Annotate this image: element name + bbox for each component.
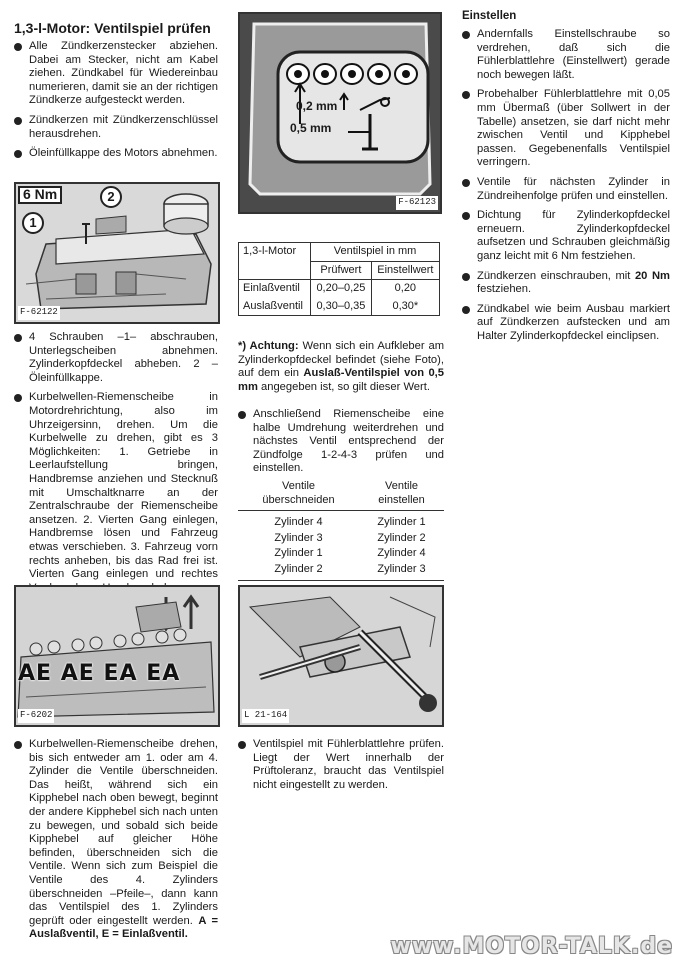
list-item: Kurbelwellen-Riemenscheibe in Motordrehrichtung, also im Uhrzeigersinn, drehen. Um die Kurbelwelle zu drehen, gibt es 3 Möglichkeiten: 1. Getriebe in Leerlaufstellung bringen, Handbremse anziehen und Stecknuß mit Umschaltknarre an der Zentralschraube der Riemenscheibe ansetzen. 2. Vierten Gang einlegen, Handbremse lösen und Fahrzeug etwas verschieben. 3. Fahrzeug vorn rechts anheben, bis das Rad frei ist. Vierten Gang einlegen und rechtes: [14, 391, 218, 595]
sticker-illustration: [240, 14, 440, 212]
list-item: Ventilspiel mit Fühlerblattlehre prüfen. Liegt der Wert innerhalb der Prüftoleranz, braucht das Ventilspiel nicht eingestellt zu werden.: [238, 738, 444, 792]
list-item: Probehalber Fühlerblattlehre mit 0,05 mm Übermaß (über Sollwert in der Tabelle) ansetzen, sie darf nicht mehr zwischen Ventil und Kipphebel passen. Gegebenenfalls Ventilspiel verringern.: [462, 88, 670, 170]
table-cell: Zylinder 4: [377, 547, 426, 560]
table-header: [238, 479, 359, 511]
list-item: Ventile für nächsten Zylinder in Zündreihenfolge prüfen und einstellen.: [462, 176, 670, 203]
left-bullets-3: [14, 738, 218, 942]
callout-2: 2: [100, 186, 122, 208]
table-cell: Auslaßventil: [239, 298, 311, 316]
list-item: Zündkerzen mit Zündkerzenschlüssel herausdrehen.: [14, 114, 218, 141]
table-cell: Zylinder 1: [377, 516, 426, 529]
valve-letter: A: [18, 661, 37, 686]
valve-legend: A = Auslaßventil, E = Einlaßventil.: [29, 914, 219, 941]
valve-letter: A: [162, 661, 181, 686]
valve-clearance-table: [238, 242, 440, 316]
table-row: [238, 546, 444, 562]
table-cell: Zylinder 3: [274, 531, 323, 544]
middle-column: [238, 408, 444, 482]
feeler-gauge-illustration: [240, 587, 442, 725]
note-prefix: *) Achtung:: [238, 340, 299, 352]
figure-cylinder-head-cover: [14, 182, 220, 324]
valve-letter: A: [119, 661, 138, 686]
table-cell: Zylinder 4: [274, 516, 323, 529]
callout-1: 1: [22, 212, 44, 234]
table-header-check: Prüfwert: [311, 261, 372, 280]
figure-label: F-62123: [396, 196, 438, 210]
valve-letter: E: [146, 661, 163, 686]
header-line: Ventile: [384, 480, 419, 492]
watermark-logo: www.MOTOR-TALK.de: [390, 934, 673, 960]
left-bullets-1: [14, 40, 218, 161]
valve-train-illustration: [16, 587, 218, 725]
middle-column-2: [238, 738, 444, 798]
right-bullets: [462, 28, 670, 343]
table-row: [238, 562, 444, 580]
header-line: einstellen: [378, 493, 425, 506]
note-text-1: Wenn sich ein Aufkleber am Zylinderkopfdeckel befindet (siehe Foto), auf dem ein: [238, 340, 445, 380]
valve-letter-row: [18, 661, 218, 686]
left-column-3: [14, 738, 218, 948]
clearance-dimension-1: 0,2 mm: [296, 99, 338, 113]
list-item: Zündkabel wie beim Ausbau markiert auf Zündkerzen aufstecken und am Halter Zylinderkopfdeckel einclipsen.: [462, 303, 670, 344]
list-item: Andernfalls Einstellschraube so verdrehen, daß sich die Fühlerblattlehre (Einstellwert) gerade noch bewegen läßt.: [462, 28, 670, 82]
figure-sticker-photo: [238, 12, 442, 214]
table-header-row: [239, 243, 440, 262]
table-row: [238, 511, 444, 531]
table-row: [238, 531, 444, 547]
middle-bullets-2: [238, 738, 444, 792]
page-title: 1,3-l-Motor: Ventilspiel prüfen: [14, 20, 211, 36]
note-bold: Auslaß-Ventilspiel von 0,5 mm: [238, 367, 444, 393]
table-row: [239, 298, 440, 316]
right-column: [462, 28, 670, 349]
list-item: [14, 738, 218, 942]
left-column-2: [14, 331, 218, 601]
list-item-text: Zündkerzen einschrauben, mit: [477, 269, 631, 282]
clearance-dimension-2: 0,5 mm: [290, 121, 332, 135]
valve-letter: E: [78, 661, 95, 686]
valve-letter: E: [36, 661, 53, 686]
torque-label: 6 Nm: [18, 186, 62, 204]
header-line: Ventile: [281, 480, 316, 492]
valve-letter: E: [103, 661, 120, 686]
figure-feeler-gauge: [238, 585, 444, 727]
table-cell: 0,20: [371, 280, 439, 298]
list-item-text: festziehen.: [477, 283, 532, 296]
middle-bullets: [238, 408, 444, 476]
figure-label: L 21-164: [242, 709, 289, 723]
table-cell: 0,30–0,35: [311, 298, 372, 316]
table-cell: Einlaßventil: [239, 280, 311, 298]
table-row: [239, 280, 440, 298]
table-header-engine: 1,3-l-Motor: [239, 243, 311, 280]
figure-valve-layout: [14, 585, 220, 727]
list-item: Anschließend Riemenscheibe eine halbe Umdrehung weiterdrehen und nächstes Ventil entsprechend der Zündfolge 1-2-4-3 prüfen und einstellen.: [238, 408, 444, 476]
list-item: 4 Schrauben –1– abschrauben, Unterlegscheiben abnehmen. Zylinderkopfdeckel abheben. 2 – Öleinfüllkappe.: [14, 331, 218, 385]
header-line: überschneiden: [262, 493, 335, 506]
table-cell: Zylinder 2: [274, 562, 323, 575]
table-cell: 0,20–0,25: [311, 280, 372, 298]
list-item: Dichtung für Zylinderkopfdeckel erneuern. Zylinderkopfdeckel aufsetzen und Schrauben gleichmäßig ganz leicht mit 6 Nm festziehen.: [462, 209, 670, 263]
section-heading: Einstellen: [462, 10, 517, 22]
torque-value: 20 Nm: [634, 269, 670, 282]
figure-label: F-62122: [18, 306, 60, 320]
list-item: Alle Zündkerzenstecker abziehen. Dabei am Stecker, nicht am Kabel ziehen. Zündkabel für Wiedereinbau numerieren, damit sie an der richtigen Zündkerze aufgesteckt werden.: [14, 40, 218, 108]
list-item: [462, 270, 670, 297]
list-item: Öleinfüllkappe des Motors abnehmen.: [14, 147, 218, 161]
valve-letter: A: [60, 661, 79, 686]
table-header-row: [238, 479, 444, 511]
left-bullets-2: [14, 331, 218, 595]
table-header-set: Einstellwert: [371, 261, 439, 280]
table-header: [359, 479, 444, 511]
table-cell: 0,30*: [371, 298, 439, 316]
figure-label: F-6202: [18, 709, 54, 723]
table-cell: Zylinder 1: [274, 547, 323, 560]
left-column: [14, 40, 218, 167]
table-cell: Zylinder 2: [377, 531, 426, 544]
cylinder-order-table: [238, 479, 444, 581]
note-text-2: angegeben ist, so gilt dieser Wert.: [261, 380, 430, 393]
list-item-text: Kurbelwellen-Riemenscheibe drehen, bis sich entweder am 1. oder am 4. Zylinder die Ventile überschneiden. Das heißt, während sich ein Kipphebel nach oben bewegt, beginnt der andere Kipphebel sich nach unten zu bewegen, und sobald sich beide Kipphebel auf gleicher Höhe befinden, überschneiden sich die Ventile. Wenn sich zum Beispiel die Ventile des 4. Zylinders überschneiden –Pfeile–, dann kann das Ventilspiel des 1. Zylinders geprüft oder eingestellt werden.: [29, 738, 218, 927]
attention-note: [238, 340, 444, 394]
table-cell: Zylinder 3: [377, 562, 426, 575]
table-header-group: Ventilspiel in mm: [311, 243, 440, 262]
